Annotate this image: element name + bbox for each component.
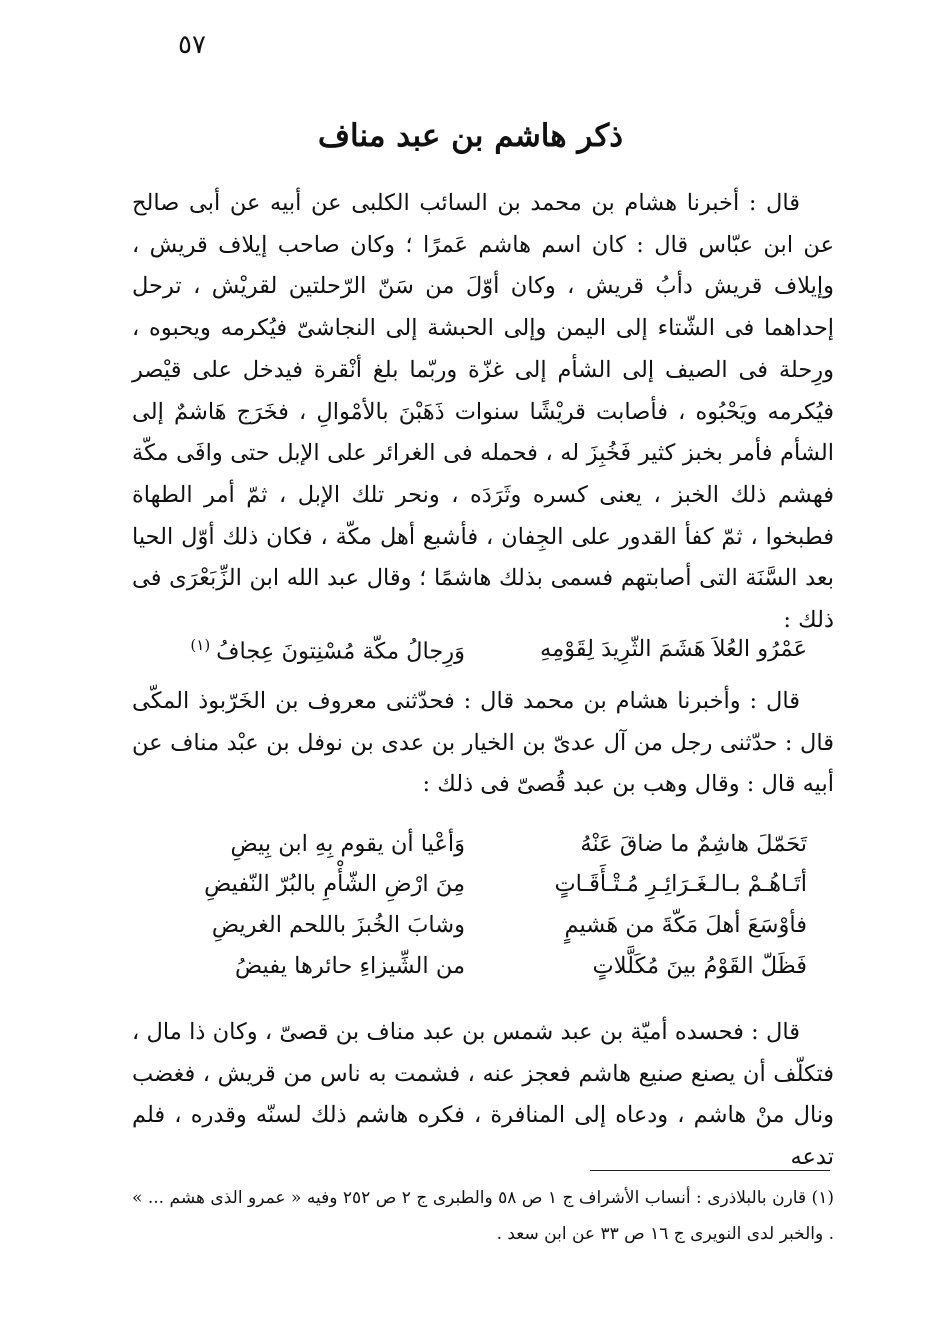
paragraph-1 <box>132 183 834 642</box>
verse-second-hemistich: وشابَ الخُبزَ باللحم الغريضِ <box>211 912 465 938</box>
verse-second-hemistich: وَأعْيا أن يقوم بِهِ ابن بِيضِ <box>230 831 465 857</box>
paragraph-3-text: قال : فحسده أميّة بن عبد شمس بن عبد مناف بن قصىّ ، وكان ذا مال ، فتكلّف أن يصنع صنيع هاشم فعجز عنه ، فشمت به ناس من قريش ، فغضب ونال منْ هاشم ، ودعاه إلى المنافرة ، فكره هاشم ذلك لسنّه وقدره ، فلم تدعه <box>132 1019 834 1171</box>
verse-first-hemistich: عَمْرُو العُلاَ هَشَمَ الثّرِيدَ لِقَوْمِهِ <box>540 636 807 662</box>
footnote-reference: (١) <box>190 636 211 654</box>
verse-line-4 <box>0 953 941 993</box>
verse-line-3 <box>0 912 941 952</box>
page-number: ٥٧ <box>178 30 206 60</box>
paragraph-1-text: قال : أخبرنا هشام بن محمد بن السائب الكلبى عن أبيه عن أبى صالح عن ابن عبّاس قال : كان اسم هاشم عَمرًا ؛ وكان صاحب إيلاف قريش ، وإيلاف قريش دأبُ قريش ، وكان أوّلَ من سَنّ الرّحلتين لقريْش ، ترحل إحداهما فى الشّتاء إلى اليمن وإلى الحبشة إلى النجاشىّ فيُكرمه ويحبوه ، ورِحلة فى الصيف إلى الشأم إلى غزّة وربّما بلغ أنْقرة فيدخل على قيْصر فيُكرمه ويَحْبُوه ، فأصابت قريْشًا سنوات ذَهَبْنَ بالأمْوالِ ، فخَرَج هَاشمٌ إلى الشأم فأمر بخبز كثير فَخُبِزَ له ، فحمله فى الغرائر على الإبل حتى وافَى مكّة فهشم ذلك الخبز ، يعنى كسره وثَرَدَه ، ونحر تلك الإبل ، ثمّ أمر الطهاة فطبخوا ، ثمّ كفأ القدور على الجِفان ، فأشبع أهل مكّة ، فكان ذلك أوّل الحيا بعد السَّنَة التى أصابتهم فسمى بذلك هاشمًا ؛ وقال عبد الله ابن الزِّبَعْرَى فى ذلك : <box>132 190 834 634</box>
verse-second-hemistich: مِنَ ارْضِ الشّأْمِ بالبُرّ النّفيضِ <box>204 871 465 897</box>
paragraph-2 <box>132 681 834 806</box>
verse-first-hemistich: تَحَمّلَ هاشِمٌ ما ضاقَ عَنْهُ <box>580 831 807 857</box>
verse-line-2 <box>0 871 941 911</box>
verse-second-text: وَرِجالُ مكّة مُسْنِتونَ عِجافُ <box>216 638 465 665</box>
verse-ibn-zibara <box>0 636 941 676</box>
verse-second-hemistich: من الشِّيزاءِ حائرها يفيضُ <box>234 953 465 979</box>
verse-first-hemistich: فأوْسَعَ أهلَ مَكّةَ من هَشيمٍ <box>564 912 807 938</box>
chapter-title: ذكر هاشم بن عبد مناف <box>317 118 624 154</box>
verse-line-1 <box>0 831 941 871</box>
paragraph-2-text: قال : وأخبرنا هشام بن محمد قال : فحدّثنى معروف بن الخَرّبوذ المكّى قال : حدّثنى رجل من آل عدىّ بن الخيار بن عدى بن نوفل بن عبْد مناف عن أبيه قال : وقال وهب بن عبد قُصىّ فى ذلك : <box>132 688 834 798</box>
verse-first-hemistich: أتَـاهُـمْ بـالـغَـرَائِـرِ مُـتْـأَقَـاتٍ <box>554 871 807 897</box>
verse-second-hemistich <box>190 636 465 665</box>
verse-first-hemistich: فَظَلّ القَوْمُ بينَ مُكَلَّلاتٍ <box>592 953 807 979</box>
paragraph-3 <box>132 1012 834 1179</box>
footnote-divider <box>590 1170 830 1171</box>
footnote: (١) قارن بالبلاذرى : أنساب الأشراف ج ١ ص ٥٨ والطبرى ج ٢ ص ٢٥٢ وفيه « عمرو الذى هشم ... » . والخبر لدى النويرى ج ١٦ ص ٣٣ عن ابن سعد . <box>132 1188 834 1244</box>
